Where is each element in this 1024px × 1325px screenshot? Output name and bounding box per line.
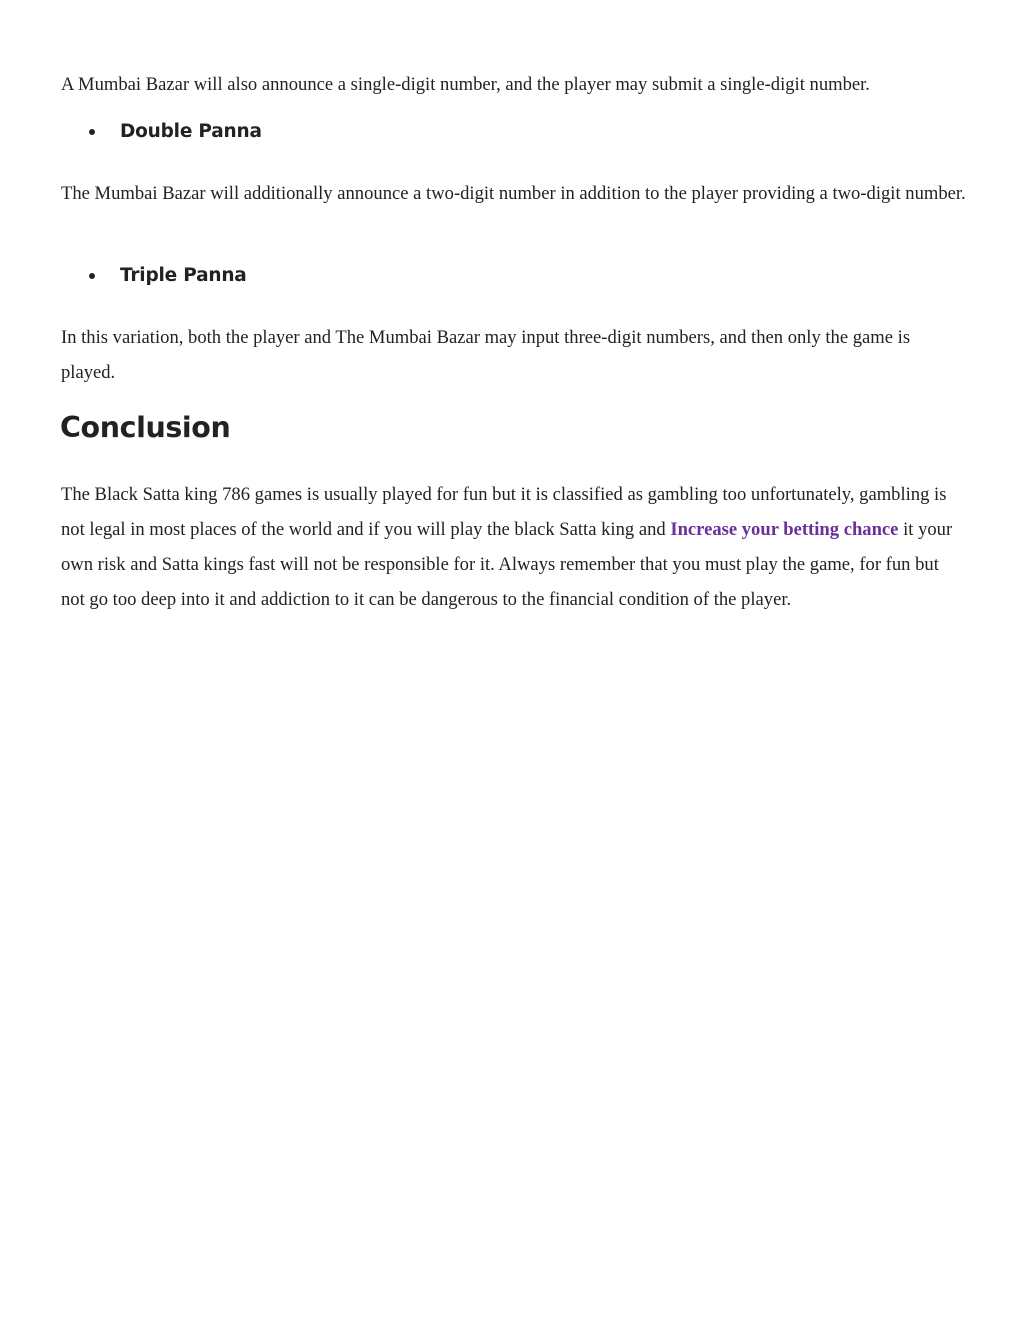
bullet-label: Double Panna — [120, 121, 262, 142]
conclusion-paragraph — [61, 477, 966, 617]
betting-chance-link[interactable]: Increase your betting chance — [670, 519, 899, 540]
conclusion-text-part1: The Black Satta king 786 games is usually played for fun but it is classified as gambling too unfortunately, gambling is not legal in most places of the world and if you will play the black Satta king and — [61, 484, 947, 540]
bullet-dot-icon — [89, 129, 95, 135]
triple-panna-paragraph: In this variation, both the player and The Mumbai Bazar may input three-digit numbers, and then only the game is played. — [61, 327, 911, 383]
conclusion-text-part2: it your own risk and Satta kings fast will not be responsible for it. Always remember that you must play the game, for fun but not go too deep into it and addiction to it can be dangerous to the financial condition of the player. — [61, 519, 953, 610]
bullet-item-triple-panna — [61, 261, 966, 291]
intro-paragraph: A Mumbai Bazar will also announce a single-digit number, and the player may submit a single-digit number. — [61, 74, 870, 95]
bullet-label: Triple Panna — [120, 265, 247, 286]
bullet-dot-icon — [89, 273, 95, 279]
bullet-item-double-panna — [61, 117, 966, 147]
double-panna-paragraph: The Mumbai Bazar will additionally announce a two-digit number in addition to the player providing a two-digit number. — [61, 183, 966, 204]
conclusion-heading: Conclusion — [60, 411, 231, 444]
